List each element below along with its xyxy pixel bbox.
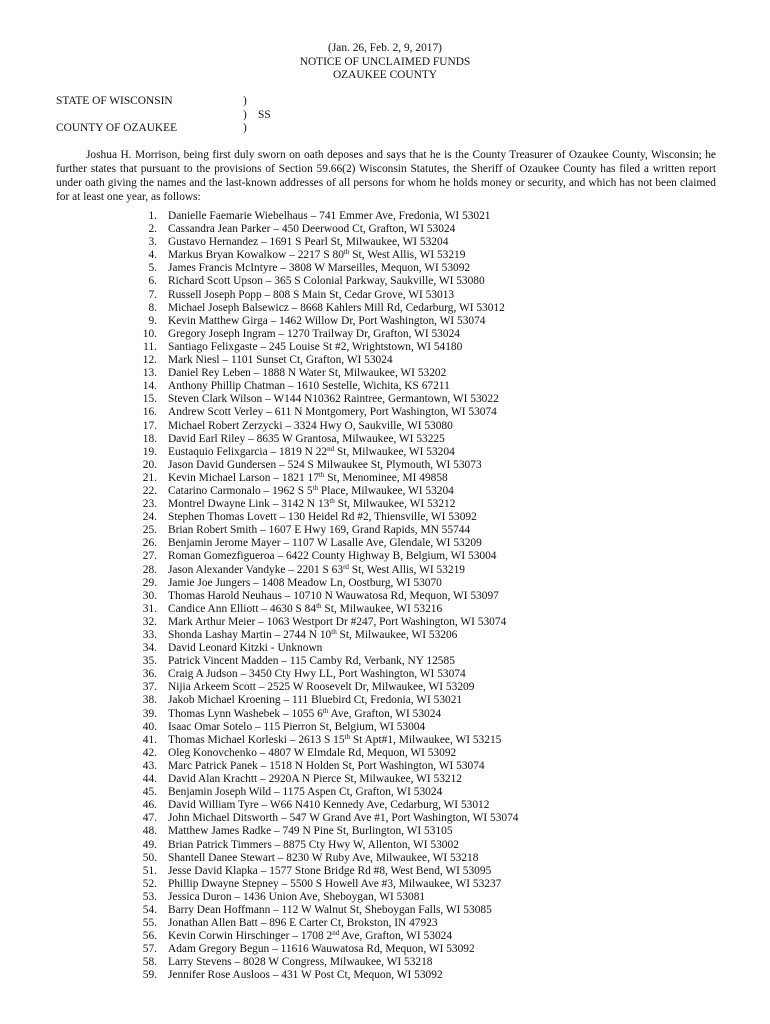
- item-text: [168, 747, 456, 760]
- item-text: [168, 812, 518, 825]
- item-number: 19.: [142, 445, 157, 458]
- item-text: [168, 341, 462, 354]
- item-text: [168, 681, 474, 694]
- item-number: 59.: [142, 969, 157, 982]
- item-name-address: Barry Dean Hoffmann – 112 W Walnut St, Sheboygan Falls, WI 53085: [168, 903, 492, 916]
- item-text: [168, 799, 489, 812]
- item-name-address: Michael Joseph Balsewicz – 8668 Kahlers Mill Rd, Cedarburg, WI 53012: [168, 301, 505, 314]
- item-text: [168, 564, 465, 577]
- item-name-address: Gustavo Hernandez – 1691 S Pearl St, Milwaukee, WI 53204: [168, 236, 449, 249]
- item-number: 24.: [142, 511, 157, 524]
- item-number: 17.: [142, 419, 157, 432]
- item-text: [168, 878, 501, 891]
- item-number: 40.: [142, 720, 157, 733]
- item-address-rest: Ave, Grafton, WI 53024: [339, 930, 453, 943]
- item-text: [168, 302, 505, 315]
- item-name-address: Jakob Michael Kroening – 111 Bluebird Ct, Fredonia, WI 53021: [168, 694, 463, 707]
- item-text: [168, 694, 462, 707]
- item-number: 25.: [142, 524, 157, 537]
- item-name-address: Richard Scott Upson – 365 S Colonial Parkway, Saukville, WI 53080: [168, 275, 485, 288]
- item-number: 50.: [142, 851, 157, 864]
- item-number: 18.: [142, 432, 157, 445]
- item-text: [168, 760, 485, 773]
- item-number: 23.: [142, 498, 157, 511]
- item-text: [168, 433, 445, 446]
- item-number: 51.: [142, 864, 157, 877]
- item-name-address: Matthew James Radke – 749 N Pine St, Burlington, WI 53105: [168, 825, 453, 838]
- item-text: [168, 773, 462, 786]
- item-name-address: Thomas Harold Neuhaus – 10710 N Wauwatosa Rd, Mequon, WI 53097: [168, 589, 499, 602]
- notice-title: NOTICE OF UNCLAIMED FUNDS: [299, 55, 471, 68]
- item-number: 58.: [142, 956, 157, 969]
- item-text: [168, 655, 455, 668]
- item-name-address: Stephen Thomas Lovett – 130 Heidel Rd #2, Thiensville, WI 53092: [168, 511, 477, 524]
- item-text: [168, 406, 497, 419]
- ordinal-suffix: th: [322, 706, 329, 715]
- item-text: [168, 550, 497, 563]
- item-address-rest: Place, Milwaukee, WI 53204: [318, 484, 454, 497]
- item-number: 37.: [142, 681, 157, 694]
- item-text: [168, 367, 446, 380]
- item-number: 55.: [142, 917, 157, 930]
- item-text: [168, 380, 450, 393]
- item-name-address: Danielle Faemarie Wiebelhaus – 741 Emmer Ave, Fredonia, WI 53021: [168, 210, 491, 222]
- ordinal-suffix: th: [318, 470, 325, 479]
- item-name-address: Adam Gregory Begun – 11616 Wauwatosa Rd, Mequon, WI 53092: [168, 943, 475, 956]
- item-text: [168, 524, 470, 537]
- item-address-rest: St, West Allis, WI 53219: [348, 563, 465, 576]
- item-name-address: Gregory Joseph Ingram – 1270 Trailway Dr, Grafton, WI 53024: [168, 327, 460, 340]
- item-name-address: Kevin Michael Larson – 1821 17: [168, 471, 319, 484]
- item-text: [168, 708, 441, 721]
- item-text: [168, 249, 465, 262]
- item-name-address: David Alan Krachtt – 2920A N Pierce St, Milwaukee, WI 53212: [168, 773, 462, 786]
- ordinal-suffix: th: [343, 248, 350, 257]
- item-name-address: Phillip Dwayne Stepney – 5500 S Howell Ave #3, Milwaukee, WI 53237: [168, 877, 502, 890]
- item-text: [168, 315, 486, 328]
- item-number: 6.: [148, 275, 157, 288]
- item-text: [168, 223, 455, 236]
- item-name-address: John Michael Ditsworth – 547 W Grand Ave #1, Port Washington, WI 53074: [168, 812, 519, 825]
- item-text: [168, 629, 457, 642]
- item-name-address: Oleg Konovchenko – 4807 W Elmdale Rd, Mequon, WI 53092: [168, 746, 457, 759]
- item-text: [168, 734, 501, 747]
- item-number: 2.: [148, 223, 157, 236]
- item-number: 33.: [142, 629, 157, 641]
- item-name-address: Steven Clark Wilson – W144 N10362 Raintree, Germantown, WI 53022: [168, 393, 499, 406]
- item-name-address: Kevin Matthew Girga – 1462 Willow Dr, Port Washington, WI 53074: [168, 314, 486, 327]
- item-number: 46.: [142, 799, 157, 812]
- notice-header: [0, 42, 770, 83]
- item-name-address: Marc Patrick Panek – 1518 N Holden St, Port Washington, WI 53074: [168, 759, 485, 772]
- ordinal-suffix: th: [344, 732, 350, 741]
- item-name-address: Benjamin Jerome Mayer – 1107 W Lasalle Ave, Glendale, WI 53209: [168, 537, 482, 550]
- item-number: 56.: [142, 930, 157, 943]
- item-text: [168, 603, 442, 616]
- item-number: 21.: [142, 471, 157, 484]
- item-text: [168, 825, 453, 838]
- item-address-rest: St Apt#1, Milwaukee, WI 53215: [350, 733, 502, 746]
- item-text: [168, 485, 454, 498]
- item-text: [168, 328, 460, 341]
- item-number: 10.: [142, 327, 157, 340]
- item-name-address: Eustaquio Felixgarcia – 1819 N 22: [168, 445, 328, 458]
- item-number: 8.: [148, 301, 157, 314]
- affidavit-paragraph: Joshua H. Morrison, being first duly sworn on oath deposes and says that he is the County Treasurer of Ozaukee County, Wisconsin; he further states that pursuant to the provisions of Section 59.66(2) Wisconsin Statutes, the Sheriff of Ozaukee County has filed a written report under oath giving the names and the last-known addresses of all persons for whom he holds money or security, and which has not been claimed for at least one year, as follows:: [56, 149, 716, 204]
- ordinal-suffix: th: [329, 497, 335, 506]
- item-number: 26.: [142, 537, 157, 550]
- item-text: [168, 642, 322, 655]
- item-number: 43.: [142, 759, 157, 772]
- item-text: [168, 393, 499, 406]
- item-number: 1.: [148, 210, 157, 222]
- item-text: [168, 943, 475, 956]
- item-text: [168, 446, 455, 459]
- item-text: [168, 472, 448, 485]
- item-text: [168, 511, 477, 524]
- item-number: 49.: [142, 838, 157, 851]
- item-name-address: David Earl Riley – 8635 W Grantosa, Milwaukee, WI 53225: [168, 432, 445, 445]
- item-number: 42.: [142, 746, 157, 759]
- item-name-address: Jennifer Rose Ausloos – 431 W Post Ct, Mequon, WI 53092: [168, 969, 443, 982]
- item-number: 14.: [142, 380, 157, 393]
- ordinal-suffix: nd: [332, 929, 340, 938]
- ordinal-suffix: th: [331, 628, 337, 636]
- item-number: 27.: [142, 550, 157, 563]
- item-text: [168, 969, 443, 982]
- item-number: 28.: [142, 563, 157, 576]
- item-name-address: Jonathan Allen Batt – 896 E Carter Ct, Brokston, IN 47923: [168, 917, 438, 930]
- item-number: 52.: [142, 877, 157, 890]
- item-number: 34.: [142, 642, 157, 655]
- ordinal-suffix: th: [316, 601, 322, 610]
- item-name-address: Thomas Lynn Washebek – 1055 6: [168, 707, 323, 720]
- item-text: [168, 590, 499, 603]
- item-number: 35.: [142, 655, 157, 668]
- item-number: 45.: [142, 786, 157, 799]
- item-text: [168, 498, 455, 511]
- item-number: 39.: [142, 707, 157, 720]
- item-number: 22.: [142, 484, 157, 497]
- item-name-address: Craig A Judson – 3450 Cty Hwy LL, Port Washington, WI 53074: [168, 668, 466, 681]
- item-address-rest: St, Milwaukee, WI 53204: [334, 445, 455, 458]
- item-name-address: Brian Patrick Timmers – 8875 Cty Hwy W, Allenton, WI 53002: [168, 838, 459, 851]
- item-address-rest: St, Menominee, MI 49858: [324, 471, 448, 484]
- item-name-address: Roman Gomezfigueroa – 6422 County Highway B, Belgium, WI 53004: [168, 550, 497, 563]
- item-name-address: Shantell Danee Stewart – 8230 W Ruby Ave, Milwaukee, WI 53218: [168, 851, 479, 864]
- ordinal-suffix: nd: [327, 444, 335, 453]
- item-text: [168, 852, 478, 865]
- item-number: 30.: [142, 589, 157, 602]
- item-text: [168, 459, 482, 472]
- caption-paren: ): [243, 122, 247, 135]
- item-address-rest: St, Milwaukee, WI 53206: [336, 629, 458, 641]
- item-name-address: David William Tyre – W66 N410 Kennedy Ave, Cedarburg, WI 53012: [168, 799, 490, 812]
- item-name-address: Larry Stevens – 8028 W Congress, Milwaukee, WI 53218: [168, 956, 433, 969]
- item-name-address: Candice Ann Elliott – 4630 S 84: [168, 602, 317, 615]
- item-address-rest: Ave, Grafton, WI 53024: [328, 707, 442, 720]
- item-text: [168, 262, 470, 275]
- ss-label: SS: [258, 108, 271, 121]
- item-number: 15.: [142, 393, 157, 406]
- county-label: COUNTY OF OZAUKEE: [56, 122, 178, 135]
- item-name-address: Mark Arthur Meier – 1063 Westport Dr #247, Port Washington, WI 53074: [168, 615, 507, 628]
- item-text: [168, 668, 466, 681]
- item-name-address: Jason Alexander Vandyke – 2201 S 63: [168, 563, 344, 576]
- item-text: [168, 210, 491, 223]
- item-name-address: Thomas Michael Korleski – 2613 S 15: [168, 733, 345, 746]
- item-text: [168, 420, 453, 433]
- item-name-address: Santiago Felixgaste – 245 Louise St #2, Wrightstown, WI 54180: [168, 340, 463, 353]
- item-address-rest: St, Milwaukee, WI 53216: [321, 602, 443, 615]
- item-text: [168, 275, 485, 288]
- item-address-rest: St, Milwaukee, WI 53212: [334, 498, 456, 511]
- county-heading: OZAUKEE COUNTY: [332, 69, 438, 82]
- item-name-address: Cassandra Jean Parker – 450 Deerwood Ct, Grafton, WI 53024: [168, 223, 456, 236]
- item-number: 36.: [142, 668, 157, 681]
- item-name-address: Patrick Vincent Madden – 115 Camby Rd, Verbank, NY 12585: [168, 655, 455, 668]
- item-number: 48.: [142, 825, 157, 838]
- item-number: 53.: [142, 890, 157, 903]
- item-name-address: Daniel Rey Leben – 1888 N Water St, Milwaukee, WI 53202: [168, 367, 447, 380]
- item-text: [168, 236, 448, 249]
- item-text: [168, 721, 425, 734]
- caption-paren: ): [243, 108, 247, 121]
- item-name-address: Jessica Duron – 1436 Union Ave, Sheboygan, WI 53081: [168, 890, 426, 903]
- item-number: 13.: [142, 367, 157, 380]
- item-name-address: Michael Robert Zerzycki – 3324 Hwy O, Saukville, WI 53080: [168, 419, 453, 432]
- item-name-address: Russell Joseph Popp – 808 S Main St, Cedar Grove, WI 53013: [168, 288, 455, 301]
- ordinal-suffix: rd: [343, 562, 349, 571]
- item-text: [168, 904, 492, 917]
- item-number: 47.: [142, 812, 157, 825]
- item-name-address: Isaac Omar Sotelo – 115 Pierron St, Belgium, WI 53004: [168, 720, 426, 733]
- item-number: 11.: [143, 340, 157, 353]
- item-number: 9.: [148, 314, 157, 327]
- item-number: 5.: [148, 262, 157, 275]
- item-number: 12.: [142, 354, 157, 367]
- item-name-address: Montrel Dwayne Link – 3142 N 13: [168, 498, 330, 511]
- item-name-address: Benjamin Joseph Wild – 1175 Aspen Ct, Grafton, WI 53024: [168, 786, 443, 799]
- item-text: [168, 537, 482, 550]
- ordinal-suffix: th: [312, 483, 319, 492]
- item-name-address: Brian Robert Smith – 1607 E Hwy 169, Grand Rapids, MN 55744: [168, 524, 471, 537]
- item-text: [168, 616, 506, 629]
- item-name-address: Jesse David Klapka – 1577 Stone Bridge Rd #8, West Bend, WI 53095: [168, 864, 492, 877]
- item-number: 16.: [142, 406, 157, 419]
- item-number: 32.: [142, 615, 157, 628]
- item-name-address: Catarino Carmonalo – 1962 S 5: [168, 484, 313, 497]
- item-name-address: Shonda Lashay Martin – 2744 N 10: [168, 629, 332, 641]
- publication-dates: (Jan. 26, Feb. 2, 9, 2017): [328, 42, 442, 54]
- item-number: 4.: [148, 249, 157, 262]
- item-name-address: Andrew Scott Verley – 611 N Montgomery, Port Washington, WI 53074: [168, 406, 497, 419]
- item-number: 7.: [148, 288, 157, 301]
- item-name-address: Anthony Phillip Chatman – 1610 Sestelle, Wichita, KS 67211: [168, 380, 450, 393]
- item-address-rest: St, West Allis, WI 53219: [349, 249, 466, 262]
- item-number: 44.: [142, 773, 157, 786]
- item-number: 54.: [142, 903, 157, 916]
- item-text: [168, 917, 438, 930]
- item-text: [168, 839, 459, 852]
- item-name-address: David Leonard Kitzki - Unknown: [168, 642, 323, 655]
- item-number: 3.: [148, 236, 157, 249]
- item-number: 41.: [142, 733, 157, 746]
- item-text: [168, 891, 425, 904]
- item-name-address: Nijia Arkeem Scott – 2525 W Roosevelt Dr, Milwaukee, WI 53209: [168, 681, 475, 694]
- item-text: [168, 930, 452, 943]
- item-number: 57.: [142, 943, 157, 956]
- item-text: [168, 577, 442, 590]
- item-number: 20.: [142, 458, 157, 471]
- caption-paren: ): [243, 95, 247, 107]
- item-text: [168, 289, 454, 302]
- item-name-address: James Francis McIntyre – 3808 W Marseilles, Mequon, WI 53092: [168, 262, 471, 275]
- item-name-address: Markus Bryan Kowalkow – 2217 S 80: [168, 249, 344, 262]
- item-number: 38.: [142, 694, 157, 707]
- item-number: 29.: [142, 576, 157, 589]
- item-text: [168, 786, 442, 799]
- item-text: [168, 865, 491, 878]
- item-name-address: Jason David Gundersen – 524 S Milwaukee St, Plymouth, WI 53073: [168, 458, 482, 471]
- item-name-address: Jamie Joe Jungers – 1408 Meadow Ln, Oostburg, WI 53070: [168, 576, 442, 589]
- item-name-address: Mark Niesl – 1101 Sunset Ct, Grafton, WI 53024: [168, 354, 393, 367]
- item-text: [168, 354, 393, 367]
- item-text: [168, 956, 432, 969]
- item-number: 31.: [142, 602, 157, 615]
- item-name-address: Kevin Corwin Hirschinger – 1708 2: [168, 930, 333, 943]
- state-label: STATE OF WISCONSIN: [56, 95, 173, 107]
